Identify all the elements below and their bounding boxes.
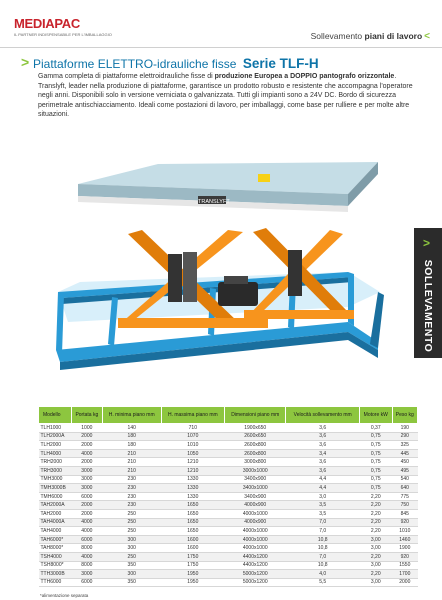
table-cell: 1650 xyxy=(161,518,224,527)
table-cell: 3400x900 xyxy=(225,492,286,501)
table-cell: 2000 xyxy=(71,432,102,441)
col-header-motore: Motore kW xyxy=(359,407,392,424)
table-cell: 4000x900 xyxy=(225,501,286,510)
table-cell: 3000 xyxy=(71,475,102,484)
table-cell: 2,20 xyxy=(359,501,392,510)
table-cell: 1330 xyxy=(161,475,224,484)
table-cell: 4400x1200 xyxy=(225,552,286,561)
table-cell: TAH6000* xyxy=(39,535,72,544)
table-cell: 6000 xyxy=(71,535,102,544)
col-header-peso: Peso kg xyxy=(392,407,417,424)
table-cell: TAH4000A xyxy=(39,518,72,527)
table-cell: 4000x1000 xyxy=(225,509,286,518)
table-cell: 2,20 xyxy=(359,552,392,561)
table-cell: 920 xyxy=(392,552,417,561)
table-cell: 1650 xyxy=(161,527,224,536)
table-cell: 1210 xyxy=(161,458,224,467)
table-cell: 0,75 xyxy=(359,466,392,475)
chevron-right-icon: > xyxy=(423,236,431,250)
table-cell: 3,6 xyxy=(286,466,359,475)
table-cell: 775 xyxy=(392,492,417,501)
table-row xyxy=(39,518,418,527)
table-cell: 0,75 xyxy=(359,475,392,484)
table-cell: 250 xyxy=(102,552,161,561)
table-cell: 2000 xyxy=(71,501,102,510)
table-cell: 450 xyxy=(392,458,417,467)
table-cell: TMH3000B xyxy=(39,484,72,493)
table-cell: 210 xyxy=(102,466,161,475)
table-cell: 1460 xyxy=(392,535,417,544)
table-cell: 2,20 xyxy=(359,570,392,579)
table-cell: 3,00 xyxy=(359,561,392,570)
section-label-bold: piani di lavoro xyxy=(364,31,423,41)
table-cell: 3,5 xyxy=(286,509,359,518)
table-cell: 920 xyxy=(392,518,417,527)
table-cell: 10,8 xyxy=(286,561,359,570)
product-description xyxy=(38,72,418,120)
table-cell: 3,5 xyxy=(286,501,359,510)
table-cell: 4000 xyxy=(71,552,102,561)
table-cell: 290 xyxy=(392,432,417,441)
table-cell: 350 xyxy=(102,578,161,587)
table-cell: 2600x800 xyxy=(225,449,286,458)
table-row xyxy=(39,578,418,587)
table-cell: 1550 xyxy=(392,561,417,570)
table-cell: TMH3000 xyxy=(39,475,72,484)
table-cell: 1700 xyxy=(392,570,417,579)
table-cell: 0,37 xyxy=(359,424,392,433)
table-cell: 2600x800 xyxy=(225,441,286,450)
header-divider xyxy=(0,47,442,48)
table-row xyxy=(39,432,418,441)
brand-logo xyxy=(14,12,112,44)
table-cell: 0,75 xyxy=(359,484,392,493)
col-header-h-minima: H. minima piano mm xyxy=(102,407,161,424)
table-row xyxy=(39,509,418,518)
table-cell: 250 xyxy=(102,518,161,527)
table-cell: 845 xyxy=(392,509,417,518)
table-header-row xyxy=(39,407,418,424)
table-cell: 3,6 xyxy=(286,441,359,450)
table-cell: 6000 xyxy=(71,578,102,587)
page-title-main: Piattaforme ELETTRO-idrauliche fisse xyxy=(33,57,237,71)
table-cell: 2,20 xyxy=(359,527,392,536)
table-cell: 4000x1000 xyxy=(225,535,286,544)
table-cell: 1650 xyxy=(161,509,224,518)
table-cell: 3000x1000 xyxy=(225,466,286,475)
table-cell: TRH3000 xyxy=(39,466,72,475)
table-row xyxy=(39,475,418,484)
description-bold: produzione Europea a DOPPIO pantografo orizzontale xyxy=(214,73,395,80)
table-cell: 1210 xyxy=(161,466,224,475)
table-cell: 2,20 xyxy=(359,509,392,518)
table-cell: 8000 xyxy=(71,544,102,553)
table-cell: 250 xyxy=(102,527,161,536)
table-cell: 230 xyxy=(102,492,161,501)
table-cell: TLH4000 xyxy=(39,449,72,458)
lift-table-illustration xyxy=(48,122,388,392)
table-cell: 2600x650 xyxy=(225,432,286,441)
table-cell: 3000 xyxy=(71,466,102,475)
table-cell: 300 xyxy=(102,544,161,553)
table-cell: 2,20 xyxy=(359,518,392,527)
table-cell: 2000 xyxy=(71,441,102,450)
table-cell: 3,6 xyxy=(286,424,359,433)
table-row xyxy=(39,561,418,570)
col-header-dimensioni: Dimensioni piano mm xyxy=(225,407,286,424)
table-cell: 210 xyxy=(102,458,161,467)
table-cell: 1750 xyxy=(161,561,224,570)
table-cell: 230 xyxy=(102,501,161,510)
table-cell: TLH2000A xyxy=(39,432,72,441)
table-cell: 7,0 xyxy=(286,518,359,527)
table-cell: 445 xyxy=(392,449,417,458)
table-cell: 1750 xyxy=(161,552,224,561)
table-cell: 3400x1000 xyxy=(225,484,286,493)
table-footnote: *alimentazione separata xyxy=(40,593,89,598)
platform-brand-label: TRANSLYFT xyxy=(198,199,230,205)
page-title-serie: Serie TLF-H xyxy=(242,56,319,71)
table-row xyxy=(39,441,418,450)
table-cell: 250 xyxy=(102,509,161,518)
table-cell: 2000 xyxy=(71,509,102,518)
table-cell: 2000 xyxy=(392,578,417,587)
table-cell: 350 xyxy=(102,561,161,570)
table-cell: 140 xyxy=(102,424,161,433)
table-cell: TSH4000 xyxy=(39,552,72,561)
description-text: Gamma completa di piattaforme elettroidrauliche fisse di xyxy=(38,73,215,80)
table-cell: 3,00 xyxy=(359,535,392,544)
table-cell: 3000x800 xyxy=(225,458,286,467)
table-cell: TRH2000 xyxy=(39,458,72,467)
table-row xyxy=(39,527,418,536)
table-cell: 2000 xyxy=(71,458,102,467)
table-cell: 1050 xyxy=(161,449,224,458)
table-cell: 0,75 xyxy=(359,441,392,450)
table-cell: 180 xyxy=(102,441,161,450)
table-cell: 4000x900 xyxy=(225,518,286,527)
table-cell: TAH2000A xyxy=(39,501,72,510)
brand-name: MEDIAPAC xyxy=(14,16,80,31)
col-header-h-massima: H. massima piano mm xyxy=(161,407,224,424)
table-cell: 4000x1000 xyxy=(225,544,286,553)
table-cell: 1600 xyxy=(161,544,224,553)
col-header-portata: Portata kg xyxy=(71,407,102,424)
table-cell: 1900x650 xyxy=(225,424,286,433)
table-cell: 4,4 xyxy=(286,484,359,493)
table-cell: 7,0 xyxy=(286,552,359,561)
table-cell: 5,5 xyxy=(286,578,359,587)
table-cell: TAH4000 xyxy=(39,527,72,536)
table-cell: TTH6000 xyxy=(39,578,72,587)
brand-tagline: IL PARTNER INDISPENSABILE PER L'IMBALLAGGIO xyxy=(14,32,112,37)
table-cell: 4400x1200 xyxy=(225,561,286,570)
table-cell: 1600 xyxy=(161,535,224,544)
table-cell: 6000 xyxy=(71,492,102,501)
table-row xyxy=(39,458,418,467)
table-cell: 750 xyxy=(392,501,417,510)
table-cell: TSH8000* xyxy=(39,561,72,570)
table-row xyxy=(39,535,418,544)
section-label: Sollevamento xyxy=(310,31,363,41)
table-cell: 1070 xyxy=(161,432,224,441)
table-cell: 1000 xyxy=(71,424,102,433)
table-cell: TLH2000 xyxy=(39,441,72,450)
table-cell: 1900 xyxy=(392,544,417,553)
table-cell: 0,75 xyxy=(359,432,392,441)
table-cell: 8000 xyxy=(71,561,102,570)
table-cell: 0,75 xyxy=(359,458,392,467)
table-cell: 4,0 xyxy=(286,570,359,579)
table-cell: 3000 xyxy=(71,484,102,493)
table-cell: 5000x1200 xyxy=(225,578,286,587)
table-cell: 1950 xyxy=(161,578,224,587)
col-header-velocita: Velocità sollevamento mm xyxy=(286,407,359,424)
table-cell: 1950 xyxy=(161,570,224,579)
table-cell: 4,4 xyxy=(286,475,359,484)
table-cell: 640 xyxy=(392,484,417,493)
table-cell: 180 xyxy=(102,432,161,441)
table-cell: 1330 xyxy=(161,492,224,501)
table-cell: 3,00 xyxy=(359,578,392,587)
table-row xyxy=(39,570,418,579)
table-cell: 495 xyxy=(392,466,417,475)
table-cell: 3,0 xyxy=(286,492,359,501)
table-cell: 7,0 xyxy=(286,527,359,536)
table-row xyxy=(39,484,418,493)
table-cell: 325 xyxy=(392,441,417,450)
table-cell: 3000 xyxy=(71,570,102,579)
table-row xyxy=(39,466,418,475)
table-cell: TTH3000B xyxy=(39,570,72,579)
table-row xyxy=(39,544,418,553)
table-row xyxy=(39,424,418,433)
side-tab-sollevamento xyxy=(414,228,442,358)
table-cell: 4000 xyxy=(71,518,102,527)
section-header xyxy=(311,31,430,42)
table-row xyxy=(39,501,418,510)
side-tab-label: SOLLEVAMENTO xyxy=(422,259,434,353)
table-cell: 1650 xyxy=(161,501,224,510)
table-cell: 3,6 xyxy=(286,432,359,441)
table-row xyxy=(39,552,418,561)
chevron-right-icon: > xyxy=(21,54,30,70)
table-cell: TLH1000 xyxy=(39,424,72,433)
table-cell: 4000 xyxy=(71,449,102,458)
table-cell: TMH6000 xyxy=(39,492,72,501)
table-cell: 4000x1000 xyxy=(225,527,286,536)
table-cell: 10,8 xyxy=(286,535,359,544)
table-row xyxy=(39,449,418,458)
table-cell: 190 xyxy=(392,424,417,433)
table-cell: 5000x1200 xyxy=(225,570,286,579)
description-text-2: . Translyft, leader nella produzione di piattaforme, garantisce un prodotto robusto e resistente che accompagna l'operatore negli anni. Disponibili solo in versione verniciata o galvanizzata. Tutti gli impianti sono a 24V DC. Bordo di sicurezza perimetrale antischiacciamento. Ideali come postazioni di lavoro, per imballaggi, come base per rulliere e per molte altre situazioni. xyxy=(38,73,413,119)
table-row xyxy=(39,492,418,501)
table-cell: 1010 xyxy=(392,527,417,536)
table-cell: 0,75 xyxy=(359,449,392,458)
table-cell: 210 xyxy=(102,449,161,458)
table-cell: 3,00 xyxy=(359,544,392,553)
table-cell: 230 xyxy=(102,484,161,493)
table-cell: TAH2000 xyxy=(39,509,72,518)
table-cell: 4000 xyxy=(71,527,102,536)
table-cell: TAH8000* xyxy=(39,544,72,553)
chevron-left-icon: < xyxy=(424,31,430,42)
specs-table xyxy=(38,406,418,587)
table-cell: 230 xyxy=(102,475,161,484)
table-cell: 300 xyxy=(102,570,161,579)
table-cell: 300 xyxy=(102,535,161,544)
table-cell: 10,8 xyxy=(286,544,359,553)
table-cell: 2,20 xyxy=(359,492,392,501)
page-title xyxy=(21,54,319,73)
table-cell: 3,6 xyxy=(286,458,359,467)
col-header-modello: Modello xyxy=(39,407,72,424)
table-cell: 540 xyxy=(392,475,417,484)
table-cell: 710 xyxy=(161,424,224,433)
table-cell: 3400x900 xyxy=(225,475,286,484)
table-cell: 1330 xyxy=(161,484,224,493)
table-cell: 1010 xyxy=(161,441,224,450)
table-cell: 3,4 xyxy=(286,449,359,458)
